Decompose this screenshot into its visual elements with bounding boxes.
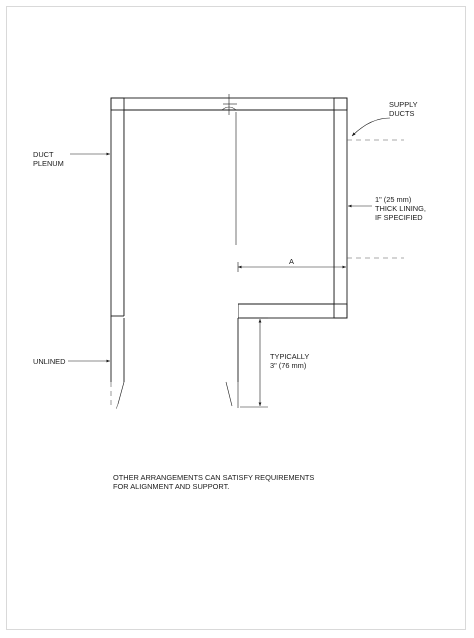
supply-ducts-label: SUPPLY DUCTS — [389, 100, 418, 118]
plenum-lining — [111, 98, 347, 318]
typically-label: TYPICALLY 3" (76 mm) — [270, 352, 310, 370]
duct-plenum-label: DUCT PLENUM — [33, 150, 64, 168]
unlined-label: UNLINED — [33, 357, 66, 366]
lining-label: 1" (25 mm) THICK LINING, IF SPECIFIED — [375, 195, 426, 222]
unlined-duct — [111, 316, 238, 412]
supply-ducts-leader — [352, 118, 390, 136]
dimension-a-label: A — [289, 257, 294, 266]
dimension-typically — [240, 318, 268, 407]
note-text: OTHER ARRANGEMENTS CAN SATISFY REQUIREMENTS FOR ALIGNMENT AND SUPPORT. — [113, 473, 315, 491]
